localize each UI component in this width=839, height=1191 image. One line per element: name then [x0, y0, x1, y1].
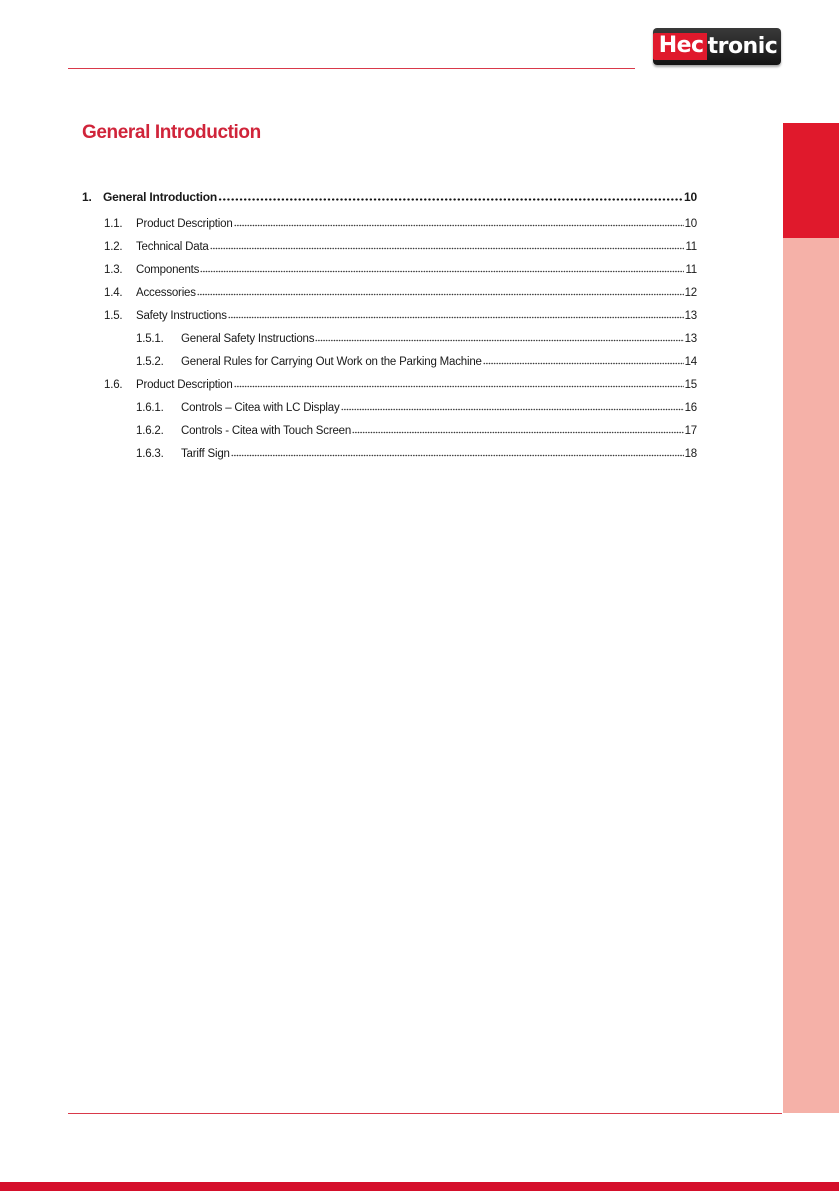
footer-rule [68, 1113, 782, 1114]
toc-entry-number: 1.1. [104, 218, 123, 230]
toc-dot-leader [352, 431, 684, 434]
toc-entry-page: 15 [684, 379, 697, 391]
toc-entry-title: Controls - Citea with Touch Screen [181, 425, 352, 437]
toc-entry-page: 18 [684, 448, 697, 460]
toc-entry-number: 1.2. [104, 241, 123, 253]
toc-entry-number: 1.5. [104, 310, 123, 322]
toc-entry[interactable] [82, 230, 697, 253]
chapter-tab-active [783, 123, 839, 238]
toc-dot-leader [234, 385, 684, 388]
bottom-brand-bar [0, 1182, 839, 1191]
toc-entry[interactable] [82, 184, 697, 204]
toc-entry[interactable] [82, 253, 697, 276]
toc-entry[interactable] [82, 368, 697, 391]
toc-dot-leader [218, 198, 683, 201]
toc-entry-title: Accessories [136, 287, 196, 299]
toc-entry-title: Tariff Sign [181, 448, 230, 460]
toc-entry-number: 1.5.1. [136, 333, 164, 345]
logo-text-red: Hec [653, 33, 707, 60]
page-title: General Introduction [82, 122, 261, 143]
chapter-tab-band [783, 238, 839, 1113]
toc-entry-number: 1.3. [104, 264, 123, 276]
toc-entry[interactable] [82, 322, 697, 345]
toc-dot-leader [234, 224, 684, 227]
toc-entry-title: Technical Data [136, 241, 209, 253]
toc-entry-title: Product Description [136, 379, 233, 391]
toc-entry[interactable] [82, 299, 697, 322]
toc-entry-number: 1.4. [104, 287, 123, 299]
toc-entry-page: 14 [684, 356, 697, 368]
toc-dot-leader [315, 339, 683, 342]
toc-entry[interactable] [82, 207, 697, 230]
toc-dot-leader [210, 247, 685, 250]
toc-entry-title: General Rules for Carrying Out Work on the Parking Machine [181, 356, 482, 368]
toc-dot-leader [228, 316, 684, 319]
toc-entry-page: 11 [685, 241, 697, 253]
toc-entry-number: 1.5.2. [136, 356, 164, 368]
toc-entry[interactable] [82, 276, 697, 299]
logo-text-dark: tronic [707, 33, 778, 59]
toc-entry-number: 1.6.3. [136, 448, 164, 460]
toc-dot-leader [483, 362, 684, 365]
toc-entry-title: General Safety Instructions [181, 333, 315, 345]
toc-entry-number: 1. [82, 190, 92, 204]
toc-entry-title: Components [136, 264, 200, 276]
toc-dot-leader [231, 454, 684, 457]
toc-entry-title: Safety Instructions [136, 310, 227, 322]
toc-entry-number: 1.6.2. [136, 425, 164, 437]
toc-entry[interactable] [82, 345, 697, 368]
toc-entry[interactable] [82, 414, 697, 437]
toc-entry-number: 1.6. [104, 379, 123, 391]
toc-entry-page: 10 [684, 190, 697, 204]
toc-entry-title: Controls – Citea with LC Display [181, 402, 340, 414]
toc-entry-page: 13 [684, 333, 697, 345]
toc-entry-number: 1.6.1. [136, 402, 164, 414]
hectronic-logo [653, 28, 781, 65]
toc-entry[interactable] [82, 437, 697, 460]
table-of-contents [82, 184, 697, 460]
toc-dot-leader [200, 270, 684, 273]
toc-entry-title: Product Description [136, 218, 233, 230]
toc-entry-page: 11 [685, 264, 697, 276]
toc-dot-leader [341, 408, 684, 411]
toc-entry-page: 12 [684, 287, 697, 299]
toc-dot-leader [197, 293, 684, 296]
toc-entry-page: 13 [684, 310, 697, 322]
toc-entry-title: General Introduction [103, 190, 218, 204]
toc-entry-page: 17 [684, 425, 697, 437]
toc-entry-page: 16 [684, 402, 697, 414]
toc-entry[interactable] [82, 391, 697, 414]
toc-entry-page: 10 [684, 218, 697, 230]
header-rule [68, 68, 635, 69]
